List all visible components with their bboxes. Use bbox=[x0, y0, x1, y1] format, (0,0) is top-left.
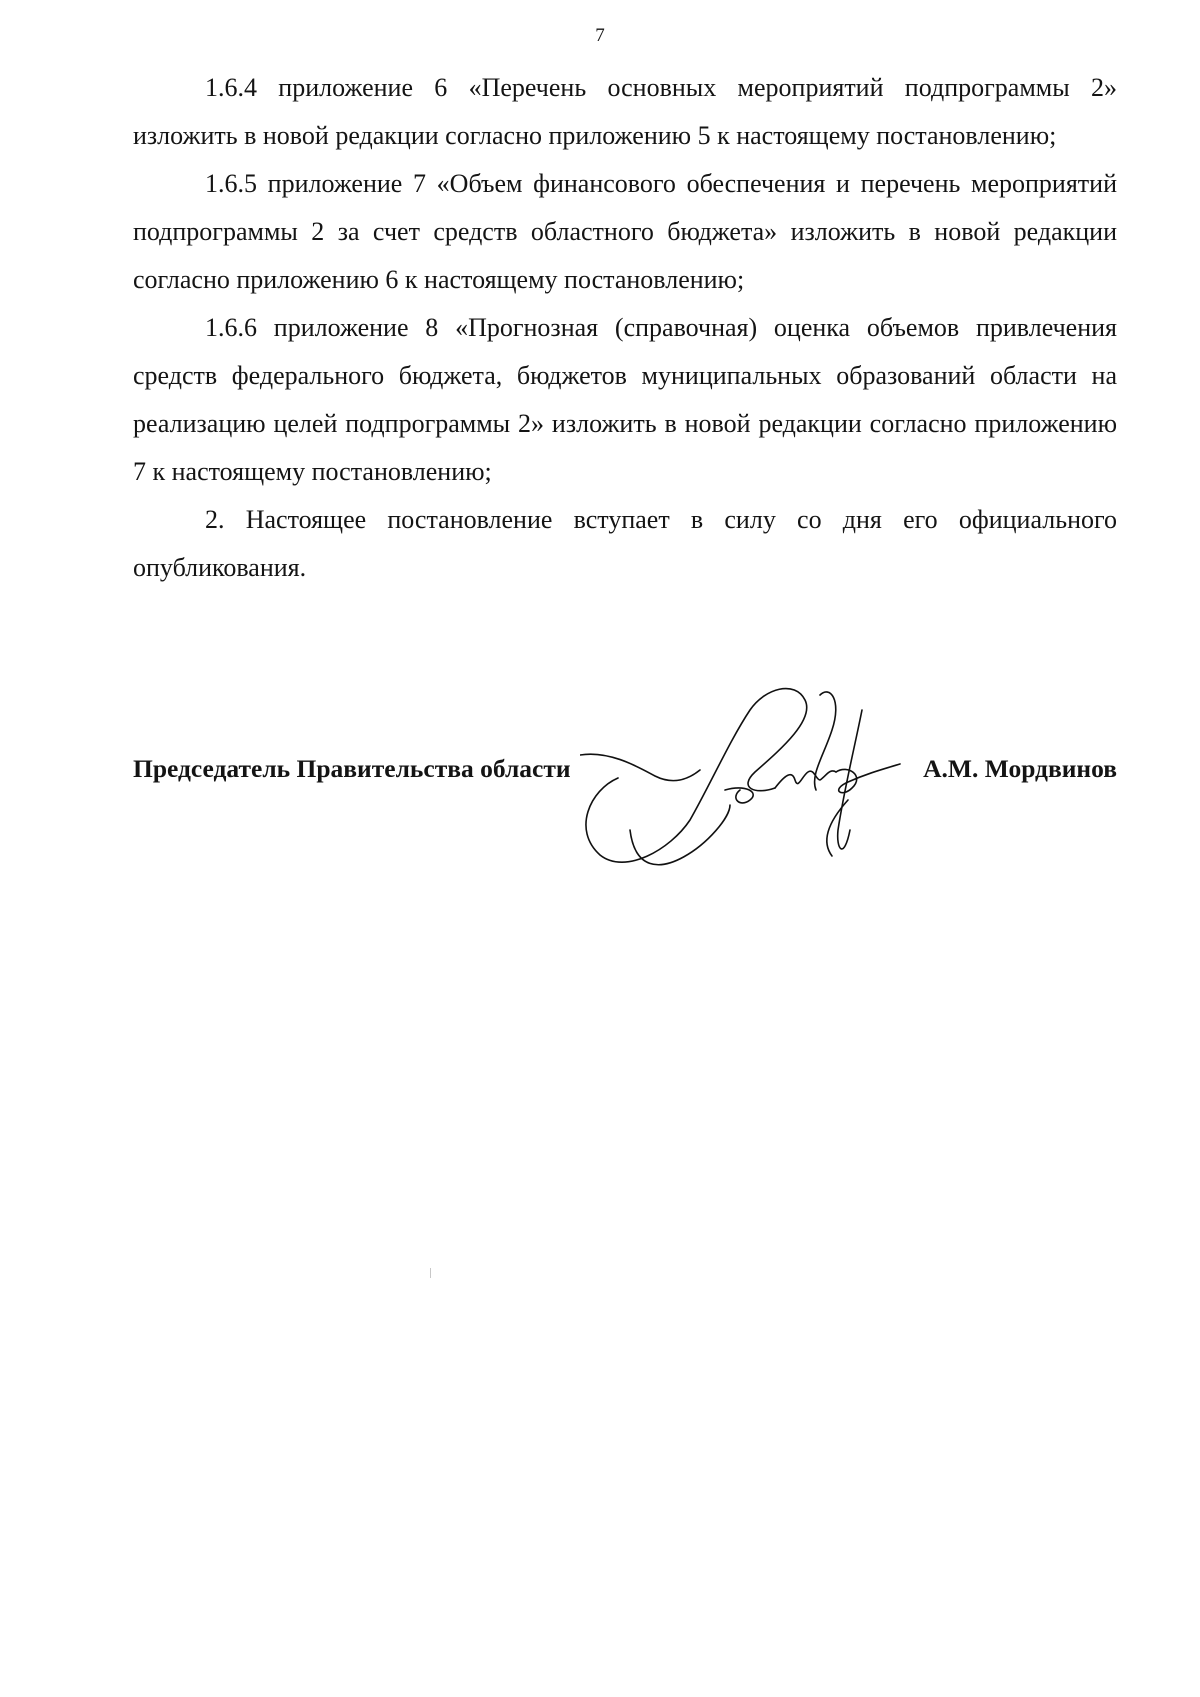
signatory-name: А.М. Мордвинов bbox=[923, 754, 1117, 783]
page-number: 7 bbox=[595, 25, 605, 46]
document-body bbox=[133, 64, 1117, 592]
signatory-title: Председатель Правительства области bbox=[133, 754, 571, 783]
handwritten-signature bbox=[580, 680, 940, 890]
paragraph-2: 2. Настоящее постановление вступает в силу со дня его официального опубликования. bbox=[133, 505, 1117, 582]
paragraph-1-6-4: 1.6.4 приложение 6 «Перечень основных мероприятий подпрограммы 2» изложить в новой редакции согласно приложению 5 к настоящему постановлению; bbox=[133, 73, 1117, 150]
paragraph-1-6-5: 1.6.5 приложение 7 «Объем финансового обеспечения и перечень мероприятий подпрограммы 2 за счет средств областного бюджета» изложить в новой редакции согласно приложению 6 к настоящему постановлению; bbox=[133, 169, 1117, 294]
scan-artifact bbox=[430, 1268, 431, 1278]
paragraph-1-6-6: 1.6.6 приложение 8 «Прогнозная (справочная) оценка объемов привлечения средств федерального бюджета, бюджетов муниципальных образований области на реализацию целей подпрограммы 2» изложить в новой редакции согласно приложению 7 к настоящему постановлению; bbox=[133, 313, 1117, 486]
